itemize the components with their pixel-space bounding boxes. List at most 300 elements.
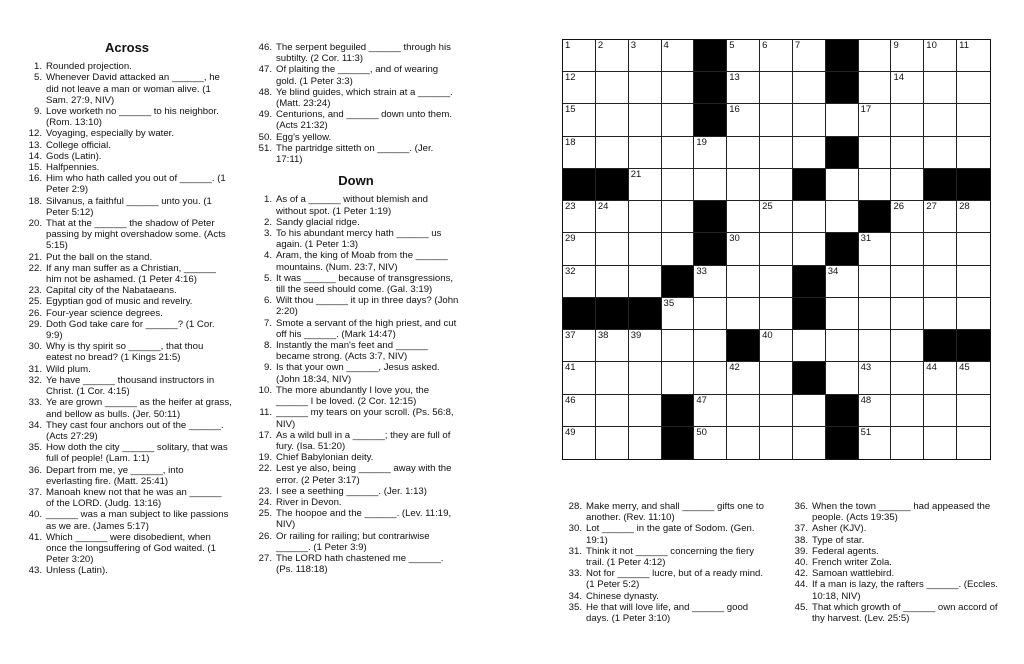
grid-block-cell xyxy=(694,201,727,233)
clue-text: Gods (Latin). xyxy=(46,150,102,162)
clue-number: 32. xyxy=(28,374,42,386)
clue-item xyxy=(252,463,460,485)
grid-block-cell xyxy=(629,298,662,330)
clue-text: Think it not ______ concerning the fiery trail. (1 Peter 4:12) xyxy=(586,545,754,569)
clue-number: 48. xyxy=(258,86,272,98)
grid-cell[interactable] xyxy=(924,137,957,169)
clue-item xyxy=(562,523,772,545)
grid-cell[interactable] xyxy=(563,395,596,427)
clue-item xyxy=(22,61,232,72)
grid-cell[interactable] xyxy=(694,298,727,330)
grid-cell[interactable] xyxy=(793,395,826,427)
grid-cell-number: 46 xyxy=(565,394,576,406)
grid-cell-number: 38 xyxy=(597,330,609,342)
grid-cell[interactable] xyxy=(760,40,793,72)
grid-cell[interactable] xyxy=(859,40,892,72)
clue-number: 28. xyxy=(568,501,582,512)
grid-cell[interactable] xyxy=(760,362,793,394)
grid-cell[interactable] xyxy=(793,72,826,104)
grid-cell[interactable] xyxy=(957,427,990,459)
clue-text: Egg's yellow. xyxy=(276,131,332,143)
grid-cell[interactable] xyxy=(727,362,760,394)
clue-text: Capital city of the Nabataeans. xyxy=(46,285,177,297)
clue-number: 36. xyxy=(28,464,42,476)
clue-text: Or railing for railing; but contrariwise ______. (1 Peter 3:9) xyxy=(276,530,430,553)
grid-cell-number: 35 xyxy=(663,297,675,309)
grid-cell[interactable] xyxy=(727,298,760,330)
grid-cell-number: 25 xyxy=(762,201,773,213)
clue-item xyxy=(22,420,232,442)
clue-number: 26. xyxy=(258,530,272,542)
clue-text: Is that your own ______, Jesus asked. (John 18:34, NIV) xyxy=(276,362,440,385)
grid-cell[interactable] xyxy=(662,201,695,233)
grid-cell-number: 12 xyxy=(565,72,576,84)
clue-item xyxy=(22,162,232,173)
clue-item xyxy=(22,442,232,464)
grid-cell[interactable] xyxy=(924,427,957,459)
grid-cell[interactable] xyxy=(662,233,695,265)
grid-cell[interactable] xyxy=(793,330,826,362)
grid-block-cell xyxy=(793,169,826,201)
clue-item xyxy=(252,42,460,64)
grid-cell[interactable] xyxy=(629,104,662,136)
grid-cell[interactable] xyxy=(859,104,892,136)
grid-cell[interactable] xyxy=(629,266,662,298)
grid-block-cell xyxy=(662,266,695,298)
clue-text: The hoopoe and the ______. (Lev. 11:19, NIV) xyxy=(276,508,452,531)
grid-cell-number: 14 xyxy=(893,72,905,84)
grid-cell[interactable] xyxy=(957,362,990,394)
grid-cell[interactable] xyxy=(694,137,727,169)
grid-cell[interactable] xyxy=(662,169,695,201)
clue-number: 50. xyxy=(258,131,272,143)
grid-cell-number: 49 xyxy=(565,426,576,438)
grid-cell-number: 28 xyxy=(959,201,970,213)
clue-number: 15. xyxy=(28,162,42,174)
clue-number: 44. xyxy=(794,579,808,591)
clue-item xyxy=(562,591,772,602)
grid-cell[interactable] xyxy=(891,104,924,136)
clue-number: 31. xyxy=(568,545,582,557)
grid-cell[interactable] xyxy=(662,298,695,330)
grid-cell[interactable] xyxy=(760,72,793,104)
clue-number: 2. xyxy=(263,216,272,228)
clue-item xyxy=(22,375,232,397)
clue-item xyxy=(22,308,232,319)
grid-cell[interactable] xyxy=(891,298,924,330)
grid-cell[interactable] xyxy=(694,427,727,459)
grid-cell[interactable] xyxy=(727,72,760,104)
grid-cell[interactable] xyxy=(629,427,662,459)
grid-cell[interactable] xyxy=(859,427,892,459)
clue-text: As a wild bull in a ______; they are full of fury. (Isa. 51:20) xyxy=(276,429,451,452)
grid-cell[interactable] xyxy=(891,233,924,265)
grid-cell[interactable] xyxy=(826,362,859,394)
clue-number: 22. xyxy=(258,463,272,475)
grid-cell[interactable] xyxy=(924,395,957,427)
grid-block-cell xyxy=(563,298,596,330)
grid-cell[interactable] xyxy=(629,233,662,265)
grid-block-cell xyxy=(924,330,957,362)
grid-cell[interactable] xyxy=(859,330,892,362)
grid-cell[interactable] xyxy=(859,266,892,298)
grid-cell[interactable] xyxy=(760,395,793,427)
clue-item xyxy=(22,487,232,509)
grid-cell[interactable] xyxy=(694,330,727,362)
grid-cell[interactable] xyxy=(629,395,662,427)
grid-cell[interactable] xyxy=(629,201,662,233)
grid-cell[interactable] xyxy=(924,104,957,136)
clue-item xyxy=(252,64,460,86)
grid-cell[interactable] xyxy=(859,395,892,427)
grid-cell[interactable] xyxy=(924,233,957,265)
grid-cell[interactable] xyxy=(891,201,924,233)
grid-cell[interactable] xyxy=(760,298,793,330)
clue-item xyxy=(252,407,460,429)
clue-number: 37. xyxy=(794,523,808,535)
clue-text: Silvanus, a faithful ______ unto you. (1 Peter 5:12) xyxy=(46,195,212,218)
clue-number: 40. xyxy=(28,509,42,521)
grid-cell[interactable] xyxy=(891,266,924,298)
grid-cell[interactable] xyxy=(563,72,596,104)
grid-cell[interactable] xyxy=(924,201,957,233)
grid-cell[interactable] xyxy=(760,266,793,298)
grid-block-cell xyxy=(826,40,859,72)
grid-cell[interactable] xyxy=(760,169,793,201)
clue-text: Depart from me, ye ______, into everlasting fire. (Matt. 25:41) xyxy=(46,464,184,487)
clue-text: Rounded projection. xyxy=(46,61,132,73)
clue-text: Not for ______ lucre, but of a ready mind. (1 Peter 5:2) xyxy=(586,568,764,591)
clue-text: That which growth of ______ own accord of thy harvest. (Lev. 25:5) xyxy=(812,601,998,625)
grid-cell[interactable] xyxy=(826,298,859,330)
grid-cell[interactable] xyxy=(859,72,892,104)
grid-cell-number: 29 xyxy=(565,233,576,245)
grid-cell[interactable] xyxy=(596,395,629,427)
grid-cell[interactable] xyxy=(957,233,990,265)
grid-cell[interactable] xyxy=(629,169,662,201)
grid-cell[interactable] xyxy=(662,362,695,394)
clue-number: 33. xyxy=(568,568,582,580)
clue-item xyxy=(252,109,460,131)
grid-cell[interactable] xyxy=(891,395,924,427)
clue-text: Whenever David attacked an ______, he did not leave a man or woman alive. (1 Sam. 27:9, NIV) xyxy=(46,72,220,106)
grid-cell[interactable] xyxy=(694,362,727,394)
grid-cell[interactable] xyxy=(596,233,629,265)
grid-cell[interactable] xyxy=(694,266,727,298)
clue-item xyxy=(252,295,460,317)
grid-cell[interactable] xyxy=(662,104,695,136)
clue-number: 5. xyxy=(33,72,42,84)
grid-cell[interactable] xyxy=(662,137,695,169)
clue-item xyxy=(562,546,772,568)
clue-text: Why is thy spirit so ______, that thou eatest no bread? (1 Kings 21:5) xyxy=(46,341,204,364)
grid-cell-number: 13 xyxy=(729,72,740,84)
grid-cell[interactable] xyxy=(727,233,760,265)
grid-cell[interactable] xyxy=(596,362,629,394)
clue-item xyxy=(22,218,232,252)
grid-cell[interactable] xyxy=(760,427,793,459)
grid-cell[interactable] xyxy=(727,104,760,136)
clue-item xyxy=(252,228,460,250)
grid-cell[interactable] xyxy=(727,137,760,169)
grid-cell[interactable] xyxy=(826,266,859,298)
clue-item xyxy=(22,263,232,285)
grid-cell[interactable] xyxy=(563,201,596,233)
clue-number: 16. xyxy=(28,173,42,185)
grid-cell[interactable] xyxy=(563,362,596,394)
clue-item xyxy=(788,546,1002,557)
grid-cell[interactable] xyxy=(826,330,859,362)
grid-cell[interactable] xyxy=(629,40,662,72)
clue-text: College official. xyxy=(46,139,111,151)
clue-column-2 xyxy=(252,42,460,575)
clue-number: 22. xyxy=(28,262,42,274)
clue-text: ______ my tears on your scroll. (Ps. 56:8, NIV) xyxy=(276,407,454,430)
grid-cell[interactable] xyxy=(891,330,924,362)
clue-number: 35. xyxy=(28,442,42,454)
grid-cell[interactable] xyxy=(924,362,957,394)
clue-text: Unless (Latin). xyxy=(46,565,108,577)
grid-cell-number: 34 xyxy=(827,265,839,277)
grid-cell[interactable] xyxy=(727,395,760,427)
clue-item xyxy=(252,132,460,143)
clue-number: 49. xyxy=(258,109,272,121)
clue-item xyxy=(252,452,460,463)
grid-block-cell xyxy=(793,362,826,394)
down-column-3 xyxy=(562,501,772,624)
clue-text: It was ______ because of transgressions, till the seed should come. (Gal. 3:19) xyxy=(276,272,454,296)
clue-item xyxy=(22,151,232,162)
grid-cell-number: 6 xyxy=(762,40,768,51)
grid-cell[interactable] xyxy=(793,201,826,233)
clue-text: Four-year science degrees. xyxy=(46,307,163,319)
grid-cell[interactable] xyxy=(694,169,727,201)
grid-cell-number: 31 xyxy=(860,233,872,245)
clue-number: 1. xyxy=(33,61,42,73)
grid-cell[interactable] xyxy=(891,137,924,169)
grid-block-cell xyxy=(957,169,990,201)
grid-cell[interactable] xyxy=(760,201,793,233)
grid-cell[interactable] xyxy=(859,362,892,394)
clue-item xyxy=(252,497,460,508)
clue-item xyxy=(788,501,1002,523)
clue-text: Ye are grown ______ as the heifer at grass, and bellow as bulls. (Jer. 50:11) xyxy=(46,397,232,420)
clue-item xyxy=(252,486,460,497)
grid-cell[interactable] xyxy=(563,104,596,136)
clue-number: 47. xyxy=(258,64,272,76)
grid-cell[interactable] xyxy=(662,72,695,104)
grid-cell[interactable] xyxy=(859,169,892,201)
clue-text: Samoan wattlebird. xyxy=(812,568,895,580)
clue-number: 36. xyxy=(794,501,808,512)
clue-item xyxy=(22,364,232,375)
down-clue-list-3 xyxy=(788,501,1002,624)
clue-item xyxy=(252,362,460,384)
grid-cell-number: 10 xyxy=(926,40,937,51)
clue-text: Voyaging, especially by water. xyxy=(46,128,174,140)
clue-item xyxy=(562,568,772,590)
grid-cell[interactable] xyxy=(596,104,629,136)
grid-cell[interactable] xyxy=(924,72,957,104)
grid-cell-number: 1 xyxy=(565,40,571,51)
grid-cell[interactable] xyxy=(957,104,990,136)
grid-cell-number: 11 xyxy=(959,40,970,51)
grid-cell[interactable] xyxy=(826,104,859,136)
grid-cell[interactable] xyxy=(596,427,629,459)
grid-cell[interactable] xyxy=(760,137,793,169)
clue-number: 29. xyxy=(28,318,42,330)
clue-text: Make merry, and shall ______ gifts one to another. (Rev. 11:10) xyxy=(586,501,764,524)
clue-text: If any man suffer as a Christian, ______ him not be ashamed. (1 Peter 4:16) xyxy=(46,262,216,286)
grid-cell[interactable] xyxy=(891,72,924,104)
grid-cell-number: 17 xyxy=(860,104,872,116)
clue-number: 19. xyxy=(258,452,272,464)
clue-item xyxy=(22,341,232,363)
down-column-4 xyxy=(788,501,1002,624)
clue-number: 21. xyxy=(28,251,42,263)
clue-item xyxy=(252,340,460,362)
grid-cell-number: 9 xyxy=(893,40,899,51)
grid-cell[interactable] xyxy=(859,137,892,169)
grid-cell[interactable] xyxy=(596,201,629,233)
grid-cell-number: 47 xyxy=(696,394,707,406)
clue-number: 5. xyxy=(263,272,272,284)
clue-text: The more abundantly I love you, the ______ I be loved. (2 Cor. 12:15) xyxy=(276,384,430,408)
grid-cell[interactable] xyxy=(957,266,990,298)
grid-cell[interactable] xyxy=(891,40,924,72)
grid-cell[interactable] xyxy=(957,40,990,72)
clue-number: 40. xyxy=(794,557,808,569)
grid-cell[interactable] xyxy=(727,266,760,298)
clue-item xyxy=(562,602,772,624)
grid-block-cell xyxy=(859,201,892,233)
grid-cell[interactable] xyxy=(727,201,760,233)
grid-cell[interactable] xyxy=(662,40,695,72)
grid-cell[interactable] xyxy=(891,427,924,459)
grid-cell[interactable] xyxy=(826,169,859,201)
grid-cell[interactable] xyxy=(563,137,596,169)
clue-item xyxy=(252,273,460,295)
grid-cell[interactable] xyxy=(629,330,662,362)
grid-block-cell xyxy=(662,427,695,459)
grid-cell[interactable] xyxy=(596,40,629,72)
clue-number: 30. xyxy=(568,523,582,535)
grid-cell[interactable] xyxy=(662,330,695,362)
clue-number: 30. xyxy=(28,341,42,353)
grid-cell[interactable] xyxy=(793,137,826,169)
clue-number: 45. xyxy=(794,601,808,613)
grid-cell[interactable] xyxy=(727,169,760,201)
grid-cell[interactable] xyxy=(793,104,826,136)
grid-cell[interactable] xyxy=(957,395,990,427)
grid-cell-number: 41 xyxy=(565,362,576,374)
clue-number: 43. xyxy=(28,565,42,577)
grid-cell[interactable] xyxy=(793,233,826,265)
crossword-grid xyxy=(562,39,991,460)
grid-cell[interactable] xyxy=(563,40,596,72)
grid-cell[interactable] xyxy=(793,40,826,72)
grid-cell-number: 21 xyxy=(630,168,642,180)
clue-number: 3. xyxy=(263,228,272,240)
grid-cell-number: 51 xyxy=(860,426,872,438)
grid-cell[interactable] xyxy=(957,137,990,169)
clue-number: 25. xyxy=(28,296,42,308)
grid-cell[interactable] xyxy=(760,330,793,362)
clue-text: If a man is lazy, the rafters ______. (Eccles. 10:18, NIV) xyxy=(812,579,998,602)
grid-cell[interactable] xyxy=(891,169,924,201)
grid-cell[interactable] xyxy=(727,427,760,459)
grid-cell[interactable] xyxy=(596,137,629,169)
clue-number: 39. xyxy=(794,545,808,557)
grid-block-cell xyxy=(924,169,957,201)
grid-cell[interactable] xyxy=(957,298,990,330)
grid-cell[interactable] xyxy=(957,72,990,104)
grid-cell[interactable] xyxy=(629,72,662,104)
grid-cell[interactable] xyxy=(694,395,727,427)
grid-block-cell xyxy=(793,266,826,298)
grid-cell[interactable] xyxy=(596,72,629,104)
grid-cell[interactable] xyxy=(760,233,793,265)
grid-cell[interactable] xyxy=(563,427,596,459)
clue-number: 38. xyxy=(794,534,808,546)
grid-cell[interactable] xyxy=(859,233,892,265)
clue-item xyxy=(22,397,232,419)
grid-cell-number: 27 xyxy=(926,201,937,213)
clue-number: 1. xyxy=(263,194,272,206)
clue-item xyxy=(22,173,232,195)
grid-cell[interactable] xyxy=(924,266,957,298)
grid-block-cell xyxy=(694,104,727,136)
grid-cell[interactable] xyxy=(826,201,859,233)
clue-item xyxy=(252,531,460,553)
clue-text: Centurions, and ______ down unto them. (Acts 21:32) xyxy=(276,109,453,132)
clue-text: Smote a servant of the high priest, and cut off his ______. (Mark 14:47) xyxy=(276,317,457,340)
grid-block-cell xyxy=(596,298,629,330)
grid-cell[interactable] xyxy=(727,40,760,72)
clue-text: Love worketh no ______ to his neighbor. (Rom. 13:10) xyxy=(46,106,219,129)
clue-item xyxy=(22,509,232,531)
clue-number: 51. xyxy=(258,142,272,154)
grid-cell[interactable] xyxy=(629,137,662,169)
grid-cell-number: 30 xyxy=(729,233,740,245)
grid-cell-number: 23 xyxy=(565,201,576,213)
grid-cell[interactable] xyxy=(596,266,629,298)
grid-cell[interactable] xyxy=(563,233,596,265)
clue-number: 11. xyxy=(259,407,272,419)
grid-cell[interactable] xyxy=(924,298,957,330)
clue-number: 6. xyxy=(263,295,272,307)
grid-cell[interactable] xyxy=(891,362,924,394)
clue-text: He that will love life, and ______ good days. (1 Peter 3:10) xyxy=(586,601,749,625)
grid-cell[interactable] xyxy=(760,104,793,136)
clue-number: 8. xyxy=(263,340,272,352)
grid-cell[interactable] xyxy=(629,362,662,394)
clue-text: Federal agents. xyxy=(812,545,879,557)
grid-cell[interactable] xyxy=(563,330,596,362)
grid-cell[interactable] xyxy=(793,427,826,459)
grid-cell[interactable] xyxy=(859,298,892,330)
grid-cell-number: 42 xyxy=(729,362,740,374)
clue-text: Aram, the king of Moab from the ______ mountains. (Num. 23:7, NIV) xyxy=(276,250,448,273)
grid-cell[interactable] xyxy=(924,40,957,72)
clue-number: 10. xyxy=(258,384,272,396)
clue-number: 42. xyxy=(794,568,808,580)
grid-cell[interactable] xyxy=(957,201,990,233)
grid-cell[interactable] xyxy=(596,330,629,362)
clue-text: As of a ______ without blemish and without spot. (1 Peter 1:19) xyxy=(276,194,429,217)
grid-cell[interactable] xyxy=(563,266,596,298)
clue-text: River in Devon. xyxy=(276,496,342,508)
